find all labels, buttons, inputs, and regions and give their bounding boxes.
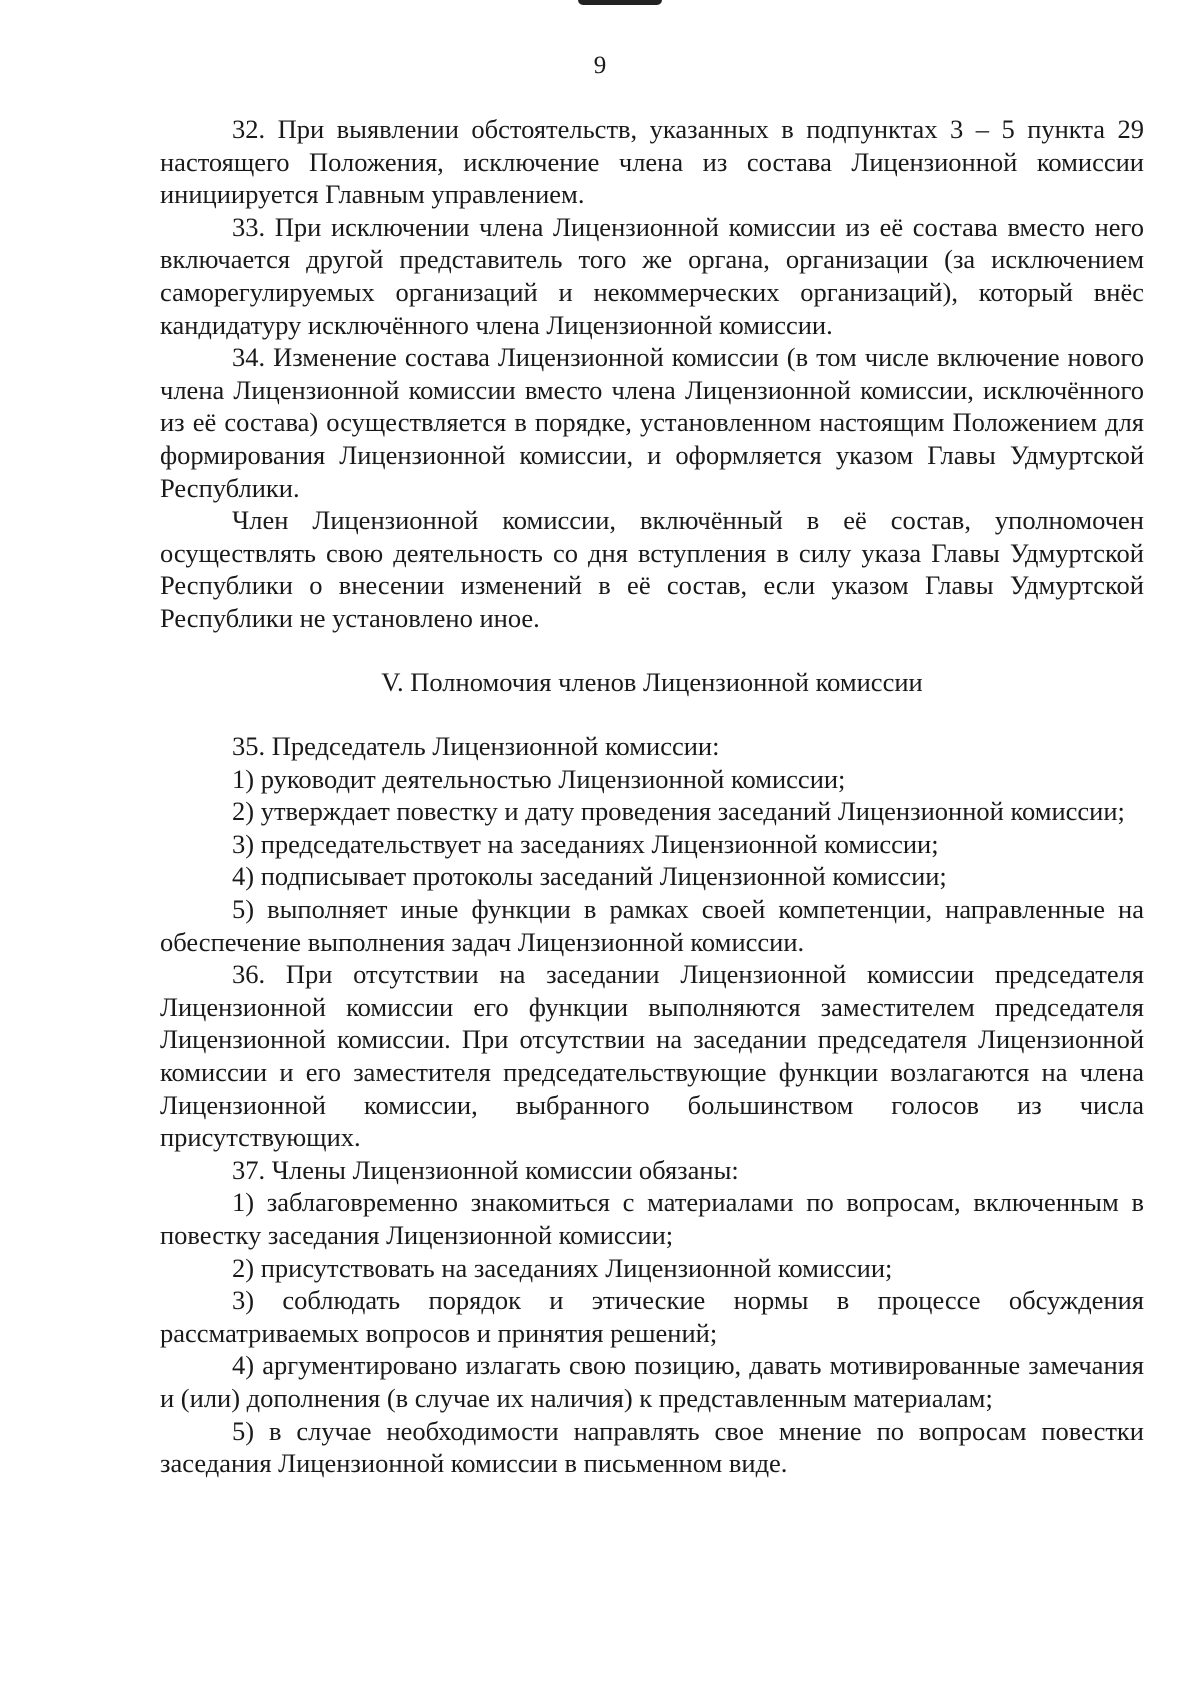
page-number: 9 (593, 52, 607, 79)
scan-top-mark (578, 0, 662, 5)
paragraph-36: 36. При отсутствии на заседании Лицензионной комиссии председателя Лицензионной комиссии его функции выполняются заместителем председателя Лицензионной комиссии. При отсутствии на заседании председателя Лицензионной комиссии и его заместителя председательствующие функции возлагаются на члена Лицензионной комиссии, выбранного большинством голосов из числа присутствующих. (160, 959, 1144, 1153)
list-item: 3) председательствует на заседаниях Лицензионной комиссии; (232, 828, 939, 859)
section-heading: V. Полномочия членов Лицензионной комиссии (381, 666, 923, 697)
list-item: 2) утверждает повестку и дату проведения заседаний Лицензионной комиссии; (232, 796, 1125, 827)
paragraph-34: 34. Изменение состава Лицензионной комиссии (в том числе включение нового члена Лицензионной комиссии вместо члена Лицензионной комиссии, исключённого из её состава) осуществляется в порядке, установленном настоящим Положением для формирования Лицензионной комиссии, и оформляется указом Главы Удмуртской Республики. (160, 342, 1144, 503)
paragraph-32: 32. При выявлении обстоятельств, указанных в подпунктах 3 – 5 пункта 29 настоящего Положения, исключение члена из состава Лицензионной комиссии инициируется Главным управлением. (160, 114, 1144, 210)
list-item: 4) аргументировано излагать свою позицию, давать мотивированные замечания и (или) дополнения (в случае их наличия) к представленным материалам; (160, 1350, 1144, 1413)
list-item: 5) выполняет иные функции в рамках своей компетенции, направленные на обеспечение выполнения задач Лицензионной комиссии. (160, 894, 1144, 957)
list-item: 1) руководит деятельностью Лицензионной комиссии; (232, 763, 846, 794)
paragraph-34-member: Член Лицензионной комиссии, включённый в её состав, уполномочен осуществлять свою деятельность со дня вступления в силу указа Главы Удмуртской Республики о внесении изменений в её состав, если указом Главы Удмуртской Республики не установлено иное. (160, 505, 1144, 633)
list-item: 1) заблаговременно знакомиться с материалами по вопросам, включенным в повестку заседания Лицензионной комиссии; (160, 1187, 1144, 1250)
paragraph-33: 33. При исключении члена Лицензионной комиссии из её состава вместо него включается другой представитель того же органа, организации (за исключением саморегулируемых организаций и некоммерческих организаций), который внёс кандидатуру исключённого члена Лицензионной комиссии. (160, 211, 1144, 340)
list-item: 5) в случае необходимости направлять свое мнение по вопросам повестки заседания Лицензионной комиссии в письменном виде. (160, 1415, 1144, 1479)
list-item: 2) присутствовать на заседаниях Лицензионной комиссии; (232, 1252, 893, 1283)
paragraph-37: 37. Члены Лицензионной комиссии обязаны: (232, 1154, 739, 1185)
paragraph-35: 35. Председатель Лицензионной комиссии: (232, 731, 720, 762)
document-body (160, 113, 1144, 1480)
list-item: 4) подписывает протоколы заседаний Лицензионной комиссии; (232, 861, 947, 892)
list-item: 3) соблюдать порядок и этические нормы в процессе обсуждения рассматриваемых вопросов и принятия решений; (160, 1285, 1144, 1348)
